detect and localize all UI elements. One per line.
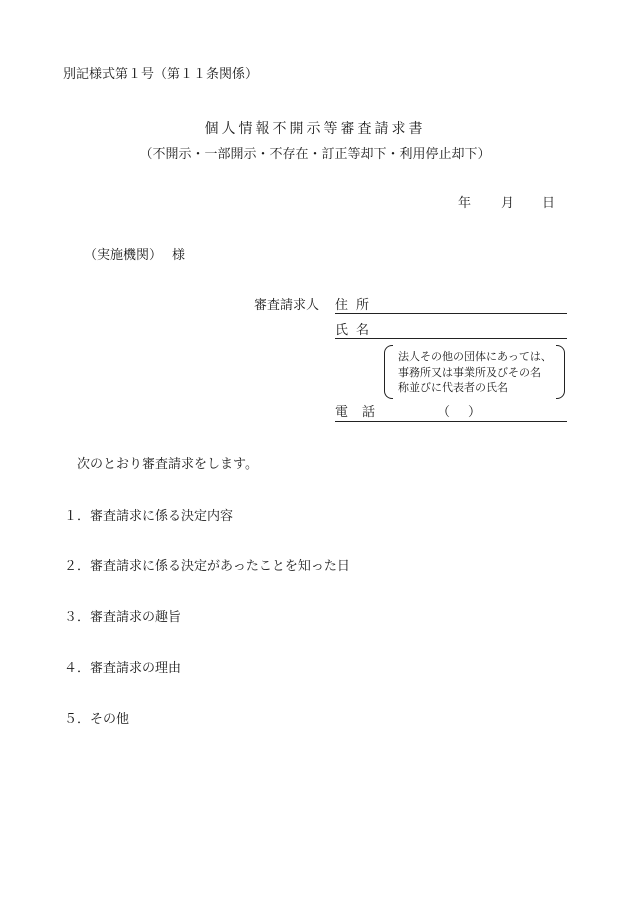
list-item-number: ５． <box>64 712 91 727</box>
list-item-text: 審査請求に係る決定があったことを知った日 <box>90 559 350 574</box>
corporate-note-line: 法人その他の団体にあっては、 <box>398 350 552 363</box>
list-item-number: １． <box>64 509 91 524</box>
date-year-label: 年 <box>458 196 472 211</box>
requester-label: 審査請求人 <box>254 298 320 313</box>
list-item-number: ４． <box>64 661 91 676</box>
corporate-note-text <box>398 349 552 396</box>
right-bracket <box>556 345 565 399</box>
list-item-text: 審査請求に係る決定内容 <box>90 509 234 524</box>
left-bracket <box>384 345 393 399</box>
page-subtitle: （不開示・一部開示・不存在・訂正等却下・利用停止却下） <box>139 147 491 162</box>
name-field-line[interactable] <box>335 338 567 339</box>
list-item <box>64 713 129 726</box>
date-day-label: 日 <box>542 196 556 211</box>
corporate-note-line: 称並びに代表者の氏名 <box>398 381 508 394</box>
page-title: 個人情報不開示等審査請求書 <box>204 121 426 137</box>
name-label: 氏名 <box>335 323 378 338</box>
address-label: 住所 <box>335 298 378 313</box>
list-item-text: 審査請求の理由 <box>90 661 182 676</box>
request-statement: 次のとおり審査請求をします。 <box>77 457 258 472</box>
corporate-note <box>384 345 565 397</box>
date-month-label: 月 <box>501 196 515 211</box>
phone-paren-open: （ <box>437 405 451 420</box>
address-field-line[interactable] <box>335 313 567 314</box>
list-item-text: 審査請求の趣旨 <box>90 610 182 625</box>
phone-paren-close: ） <box>468 405 482 420</box>
form-number: 別記様式第１号（第１１条関係） <box>63 67 259 82</box>
corporate-note-line: 事務所又は事業所及びその名 <box>398 365 541 379</box>
list-item <box>64 662 181 675</box>
list-item-number: ３． <box>64 610 91 625</box>
list-item-text: その他 <box>90 712 130 727</box>
phone-field-line[interactable] <box>335 421 567 422</box>
list-item <box>64 560 350 573</box>
addressee-agency: （実施機関） <box>84 248 163 263</box>
phone-label: 電話 <box>335 405 390 420</box>
addressee-honorific: 様 <box>172 248 186 263</box>
list-item-number: ２． <box>64 559 91 574</box>
list-item <box>64 510 233 523</box>
list-item <box>64 611 181 624</box>
